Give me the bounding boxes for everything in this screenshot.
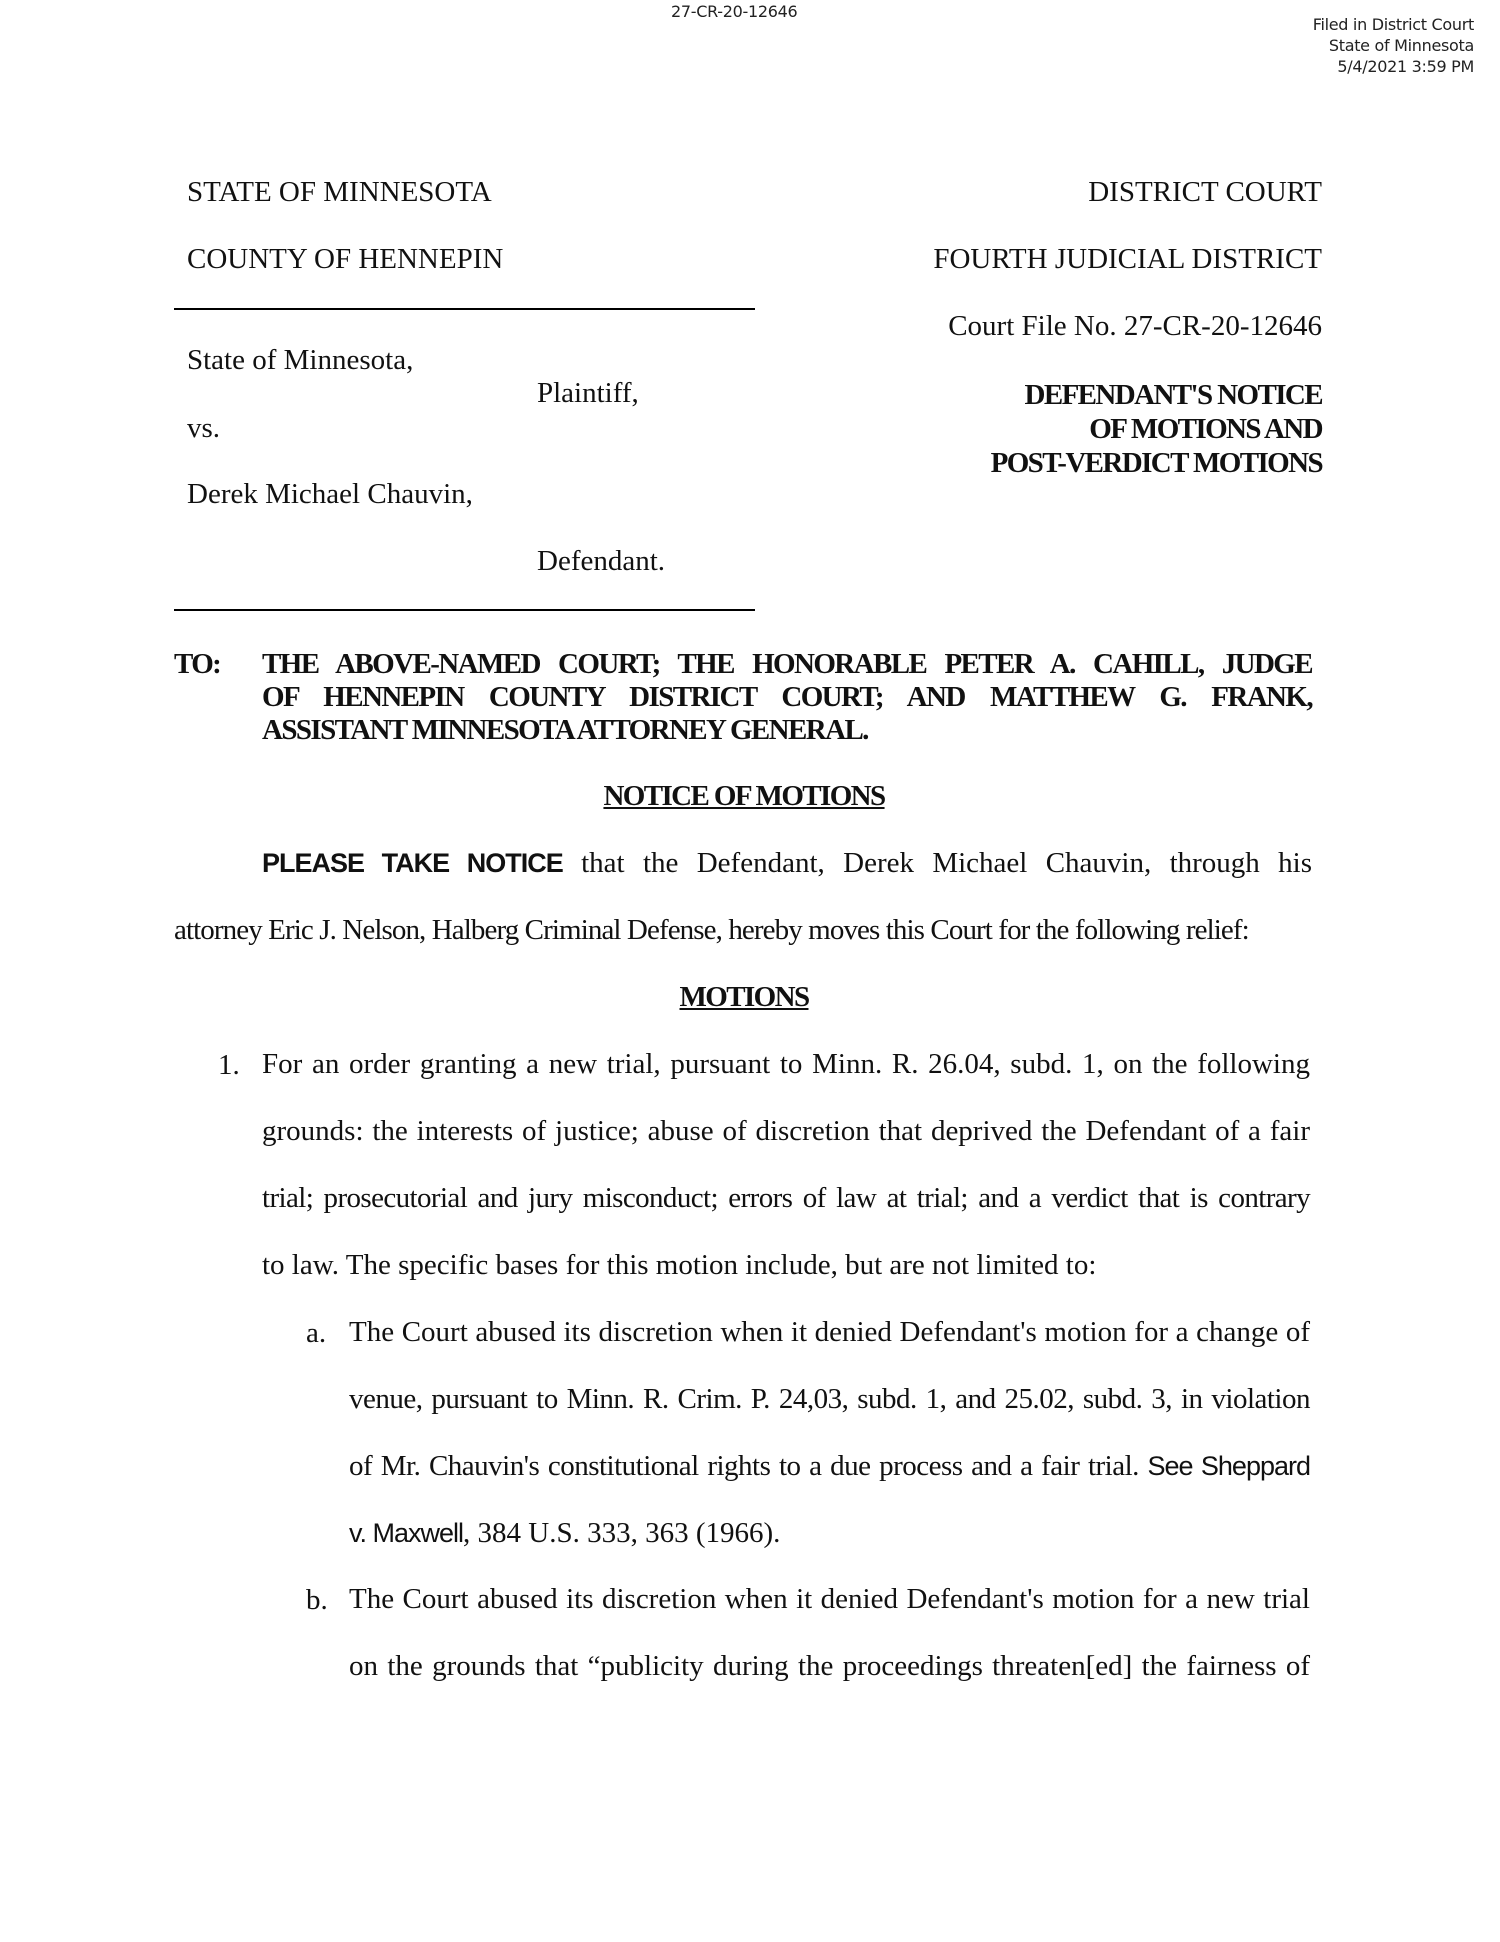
motions-heading: MOTIONS <box>679 981 809 1013</box>
subitem-line: The Court abused its discretion when it denied Defendant's motion for a change of <box>349 1316 1310 1348</box>
subitem-letter: a. <box>306 1317 327 1349</box>
subitem-a-text <box>349 1299 1310 1567</box>
filed-line: 5/4/2021 3:59 PM <box>1337 57 1474 76</box>
case-citation: v. Maxwell <box>349 1518 464 1548</box>
motion-number: 1. <box>218 1049 240 1081</box>
caption-county: COUNTY OF HENNEPIN <box>187 243 504 275</box>
title-line: POST-VERDICT MOTIONS <box>990 447 1322 479</box>
to-line: ASSISTANT MINNESOTA ATTORNEY GENERAL. <box>262 714 868 746</box>
caption-rule-bottom <box>174 609 755 611</box>
to-line: THE ABOVE-NAMED COURT; THE HONORABLE PETER A. CAHILL, JUDGE <box>262 648 1312 680</box>
subitem-b-text <box>349 1566 1310 1700</box>
caption-district: FOURTH JUDICIAL DISTRICT <box>933 243 1322 275</box>
case-citation: See Sheppard <box>1147 1451 1311 1481</box>
motion-line: trial; prosecutorial and jury misconduct; errors of law at trial; and a verdict that is contrary <box>262 1182 1310 1214</box>
notice-text: that the Defendant, Derek Michael Chauvin, through his <box>562 847 1312 879</box>
caption-rule-top <box>174 308 755 310</box>
defendant-name: Derek Michael Chauvin, <box>187 478 473 510</box>
subitem-line: The Court abused its discretion when it denied Defendant's motion for a new trial <box>349 1583 1310 1615</box>
notice-line <box>174 830 1312 897</box>
notice-line: attorney Eric J. Nelson, Halberg Criminal Defense, hereby moves this Court for the following relief: <box>174 914 1249 946</box>
notice-heading: NOTICE OF MOTIONS <box>603 780 885 812</box>
subitem-line <box>349 1500 1310 1567</box>
plaintiff-name: State of Minnesota, <box>187 344 414 376</box>
court-file-number: Court File No. 27-CR-20-12646 <box>948 310 1322 342</box>
filed-stamp <box>1313 14 1474 77</box>
plaintiff-role: Plaintiff, <box>537 377 639 409</box>
title-line: DEFENDANT'S NOTICE <box>1024 379 1322 411</box>
subitem-text: , 384 U.S. 333, 363 (1966). <box>463 1517 781 1549</box>
title-line: OF MOTIONS AND <box>1089 413 1322 445</box>
versus: vs. <box>187 412 221 444</box>
to-label: TO: <box>174 648 221 680</box>
to-line: OF HENNEPIN COUNTY DISTRICT COURT; AND MATTHEW G. FRANK, <box>262 681 1312 713</box>
motion-1-text <box>262 1031 1310 1299</box>
document-title <box>991 378 1322 480</box>
filed-line: State of Minnesota <box>1328 36 1474 55</box>
caption-court: DISTRICT COURT <box>1088 176 1322 208</box>
subitem-line: venue, pursuant to Minn. R. Crim. P. 24,03, subd. 1, and 25.02, subd. 3, in violation <box>349 1383 1310 1415</box>
motion-line: grounds: the interests of justice; abuse of discretion that deprived the Defendant of a fair <box>262 1115 1310 1147</box>
defendant-role: Defendant. <box>537 545 666 577</box>
subitem-line <box>349 1433 1310 1500</box>
subitem-line: on the grounds that “publicity during the proceedings threaten[ed] the fairness of <box>349 1650 1310 1682</box>
motion-line: For an order granting a new trial, pursuant to Minn. R. 26.04, subd. 1, on the following <box>262 1048 1310 1080</box>
to-addressees <box>262 648 1312 747</box>
notice-lead: PLEASE TAKE NOTICE <box>262 848 563 878</box>
case-number-stamp: 27-CR-20-12646 <box>671 2 798 21</box>
motion-line: to law. The specific bases for this motion include, but are not limited to: <box>262 1249 1097 1281</box>
caption-state: STATE OF MINNESOTA <box>187 176 492 208</box>
filed-line: Filed in District Court <box>1312 15 1474 34</box>
notice-paragraph <box>174 830 1312 964</box>
subitem-text: of Mr. Chauvin's constitutional rights to a due process and a fair trial. <box>349 1450 1148 1482</box>
subitem-letter: b. <box>306 1584 328 1616</box>
